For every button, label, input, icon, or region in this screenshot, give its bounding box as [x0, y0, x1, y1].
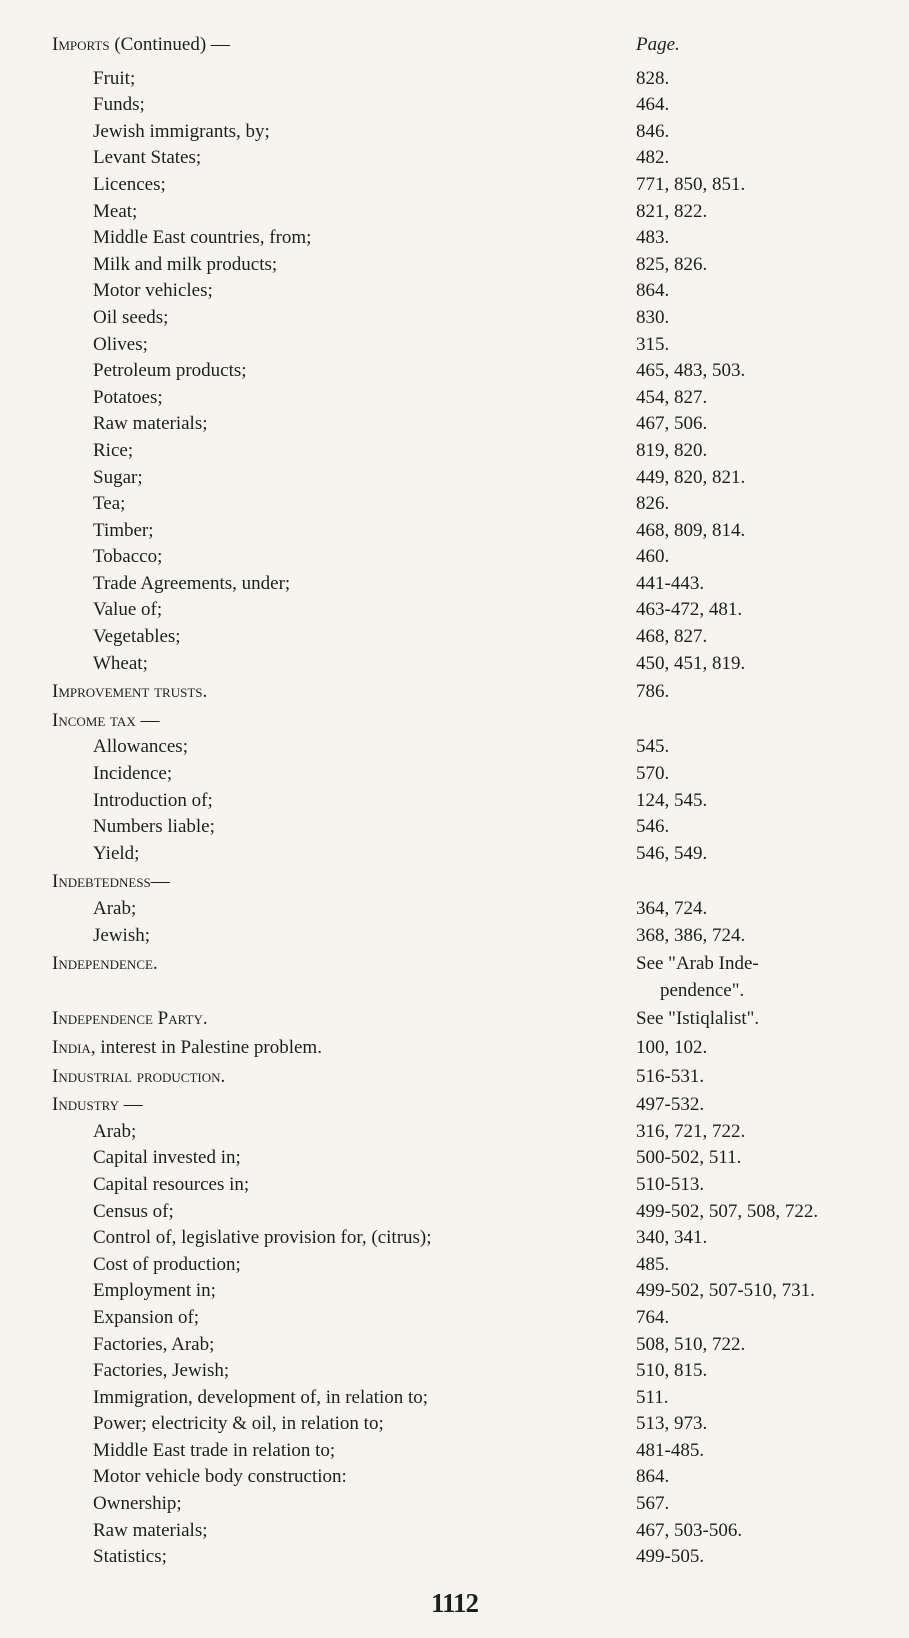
- index-subentry: [0, 1358, 909, 1385]
- entry-text: —: [150, 871, 170, 893]
- entry-pages: 513, 973.: [636, 1413, 708, 1435]
- index-subentry: [0, 1199, 909, 1226]
- index-subentry: [0, 1252, 909, 1279]
- entry-pages: 546, 549.: [636, 842, 708, 864]
- heading-term: Imports: [52, 34, 110, 55]
- index-subentry: [0, 1491, 909, 1518]
- index-subentry: [0, 1119, 909, 1146]
- entry-text: —: [119, 1094, 143, 1116]
- entry-pages: 828.: [636, 67, 670, 89]
- entry-pages: 819, 820.: [636, 439, 708, 461]
- entry-label: [93, 1172, 249, 1199]
- index-subentry: [0, 518, 909, 545]
- index-heading-entry: [0, 708, 909, 735]
- index-subentry: [0, 491, 909, 518]
- index-subentry: [0, 1544, 909, 1571]
- entry-pages: 465, 483, 503.: [636, 360, 746, 382]
- entry-label: [52, 32, 230, 59]
- entry-label: [93, 1199, 174, 1226]
- entry-text: Numbers liable;: [93, 816, 215, 838]
- entry-label: [93, 332, 148, 359]
- entry-label: [52, 1006, 208, 1033]
- entry-label: [93, 199, 137, 226]
- entry-label: [93, 788, 213, 815]
- entry-heading-term: Independence.: [52, 953, 158, 975]
- entry-text: Raw materials;: [93, 413, 208, 435]
- entry-text: Statistics;: [93, 1546, 167, 1568]
- entry-label: [93, 491, 125, 518]
- entry-pages: 482.: [636, 147, 670, 169]
- entry-pages: See "Arab Inde-: [636, 953, 759, 975]
- entry-pages: 460.: [636, 546, 670, 568]
- entry-pages: 454, 827.: [636, 386, 708, 408]
- entry-pages: 316, 721, 722.: [636, 1120, 746, 1142]
- entry-label: [93, 385, 163, 412]
- entry-heading-term: Independence Party.: [52, 1008, 208, 1030]
- index-subentry: [0, 278, 909, 305]
- entry-text: Middle East trade in relation to;: [93, 1439, 336, 1461]
- index-subentry: [0, 571, 909, 598]
- entry-label: [93, 145, 201, 172]
- entry-pages: 340, 341.: [636, 1227, 708, 1249]
- entry-label: [93, 841, 139, 868]
- index-subentry: [0, 544, 909, 571]
- entry-pages: 510-513.: [636, 1173, 705, 1195]
- entry-text: Oil seeds;: [93, 306, 169, 328]
- entry-label: [93, 66, 135, 93]
- page-number: 1112: [430, 1588, 479, 1618]
- index-heading-entry: [0, 951, 909, 1004]
- entry-text: Tea;: [93, 493, 126, 515]
- entry-pages: 464.: [636, 94, 670, 116]
- index-subentry: [0, 597, 909, 624]
- index-subentry: [0, 761, 909, 788]
- entry-text: Sugar;: [93, 466, 143, 488]
- entry-text: Middle East countries, from;: [93, 227, 312, 249]
- entry-text: Capital invested in;: [93, 1147, 241, 1169]
- entry-text: Licences;: [93, 173, 166, 195]
- entry-label: [93, 1385, 428, 1412]
- index-heading-entry: [0, 1006, 909, 1033]
- index-subentry: [0, 923, 909, 950]
- page-column-heading: Page.: [636, 34, 680, 55]
- entry-text: , interest in Palestine problem.: [90, 1036, 322, 1058]
- entry-pages: 467, 503-506.: [636, 1519, 743, 1541]
- entry-text: Control of, legislative provision for, (citrus);: [93, 1227, 432, 1249]
- index-subentry: [0, 465, 909, 492]
- entry-text: Levant States;: [93, 147, 202, 169]
- entry-text: Olives;: [93, 333, 148, 355]
- entry-label: [93, 225, 311, 252]
- index-heading-entry: [0, 1035, 909, 1062]
- entry-heading-term: India: [52, 1036, 91, 1058]
- entry-text: Expansion of;: [93, 1306, 200, 1328]
- entry-pages: 864.: [636, 1466, 670, 1488]
- entry-pages: 449, 820, 821.: [636, 466, 746, 488]
- entry-label: [93, 1518, 208, 1545]
- entry-label: [93, 465, 143, 492]
- entry-text: Trade Agreements, under;: [93, 572, 291, 594]
- entry-text: Arab;: [93, 898, 137, 919]
- index-subentry: [0, 1332, 909, 1359]
- entry-pages: 846.: [636, 120, 670, 142]
- entry-label: [93, 1225, 432, 1252]
- index-subentry: [0, 1411, 909, 1438]
- entry-label: [52, 1092, 143, 1119]
- index-subentry: [0, 841, 909, 868]
- entry-text: Jewish;: [93, 924, 150, 946]
- index-subentry: [0, 332, 909, 359]
- entry-label: [52, 679, 207, 706]
- entry-pages: 570.: [636, 763, 670, 785]
- entry-pages: 830.: [636, 306, 670, 328]
- entry-text: Potatoes;: [93, 386, 163, 408]
- section-header-imports: [0, 32, 909, 59]
- entry-label: [93, 923, 150, 950]
- entry-pages: 786.: [636, 681, 670, 703]
- index-page: [0, 32, 909, 1571]
- entry-pages: 546.: [636, 816, 670, 838]
- entry-text: Petroleum products;: [93, 360, 247, 382]
- entry-pages: 516-531.: [636, 1065, 705, 1087]
- entry-text: Raw materials;: [93, 1519, 208, 1541]
- entry-pages: 315.: [636, 333, 670, 355]
- entry-text: Arab;: [93, 1120, 137, 1142]
- entry-pages: 771, 850, 851.: [636, 173, 746, 195]
- entry-pages: 500-502, 511.: [636, 1147, 742, 1169]
- entry-pages: 511.: [636, 1386, 669, 1408]
- entry-label: [93, 1438, 335, 1465]
- entry-text: Factories, Arab;: [93, 1333, 215, 1355]
- entry-text: Vegetables;: [93, 626, 181, 648]
- index-subentry: [0, 358, 909, 385]
- entry-pages: 441-443.: [636, 572, 705, 594]
- heading-rest: (Continued) —: [109, 34, 230, 55]
- entry-label: [93, 1145, 241, 1172]
- index-subentry: [0, 411, 909, 438]
- entry-label: [52, 1064, 225, 1091]
- entry-label: [93, 1278, 216, 1305]
- index-heading-entry: [0, 869, 909, 896]
- entry-label: [52, 869, 170, 896]
- entry-pages: 368, 386, 724.: [636, 924, 746, 946]
- index-subentry: [0, 385, 909, 412]
- index-subentry: [0, 305, 909, 332]
- entry-heading-term: Indebtedness: [52, 871, 151, 893]
- entry-pages: See "Istiqlalist".: [636, 1008, 760, 1030]
- entry-text: Fruit;: [93, 67, 136, 89]
- entry-pages: 864.: [636, 280, 670, 302]
- entry-text: Funds;: [93, 94, 145, 116]
- entry-heading-term: Industrial production.: [52, 1065, 226, 1087]
- index-subentry: [0, 1464, 909, 1491]
- entry-text: —: [135, 709, 160, 731]
- entry-pages: 821, 822.: [636, 200, 708, 222]
- entry-label: [93, 1252, 241, 1279]
- entry-label: [93, 1464, 347, 1491]
- index-subentry: [0, 172, 909, 199]
- index-subentry: [0, 1385, 909, 1412]
- entry-pages: 499-502, 507, 508, 722.: [636, 1200, 819, 1222]
- entry-text: Employment in;: [93, 1280, 216, 1302]
- entry-pages: 364, 724.: [636, 898, 708, 919]
- index-subentry: [0, 1438, 909, 1465]
- index-heading-entry: [0, 1064, 909, 1091]
- entry-pages: 567.: [636, 1493, 670, 1515]
- entry-label: [93, 1544, 167, 1571]
- entry-text: Factories, Jewish;: [93, 1360, 230, 1382]
- entry-pages: 508, 510, 722.: [636, 1333, 746, 1355]
- entry-label: [93, 119, 270, 146]
- entry-text: Timber;: [93, 519, 154, 541]
- entry-pages: 124, 545.: [636, 789, 708, 811]
- entry-text: Introduction of;: [93, 789, 213, 811]
- entry-pages: 510, 815.: [636, 1360, 708, 1382]
- entry-heading-term: Industry: [52, 1094, 120, 1116]
- index-subentry: [0, 145, 909, 172]
- entry-label: [93, 814, 215, 841]
- entry-text: Immigration, development of, in relation to;: [93, 1386, 429, 1408]
- entry-text: Tobacco;: [93, 546, 163, 568]
- entry-pages: 467, 506.: [636, 413, 708, 435]
- entry-label: [93, 278, 213, 305]
- entry-label: [93, 1411, 384, 1438]
- entry-label: [93, 761, 172, 788]
- entry-text: Yield;: [93, 842, 140, 864]
- index-subentry: [0, 896, 909, 923]
- entry-label: [93, 411, 208, 438]
- entry-label: [93, 438, 133, 465]
- entry-label: [93, 734, 188, 761]
- index-subentry: [0, 119, 909, 146]
- entry-pages: 100, 102.: [636, 1036, 708, 1058]
- entry-text: Meat;: [93, 200, 138, 222]
- entry-text: Jewish immigrants, by;: [93, 120, 270, 142]
- entry-label: [93, 305, 168, 332]
- entry-pages: 499-502, 507-510, 731.: [636, 1280, 815, 1302]
- entry-label: [93, 544, 162, 571]
- entry-label: [93, 896, 136, 923]
- entry-label: [93, 92, 145, 119]
- index-subentry: [0, 734, 909, 761]
- entry-text: Value of;: [93, 599, 163, 621]
- entry-pages-continuation: pendence".: [660, 979, 745, 1001]
- entry-pages: 485.: [636, 1253, 670, 1275]
- index-subentry: [0, 624, 909, 651]
- entry-pages: 497-532.: [636, 1094, 705, 1116]
- entry-label: [93, 1119, 136, 1146]
- entry-heading-term: Income tax: [52, 709, 136, 731]
- entry-label: [93, 1358, 229, 1385]
- index-subentry: [0, 814, 909, 841]
- index-subentry: [0, 66, 909, 93]
- index-subentry: [0, 1225, 909, 1252]
- entry-text: Motor vehicles;: [93, 280, 213, 302]
- entry-pages: 483.: [636, 227, 670, 249]
- index-subentry: [0, 1278, 909, 1305]
- entry-label: [93, 518, 154, 545]
- entry-label: [93, 252, 277, 279]
- index-heading-entry: [0, 679, 909, 706]
- entry-heading-term: Improvement trusts.: [52, 681, 208, 703]
- entry-pages: 463-472, 481.: [636, 599, 743, 621]
- index-subentry: [0, 92, 909, 119]
- entry-text: Incidence;: [93, 763, 173, 785]
- entry-text: Milk and milk products;: [93, 253, 278, 275]
- index-subentry: [0, 225, 909, 252]
- entry-text: Rice;: [93, 439, 134, 461]
- index-entries: [0, 66, 909, 1571]
- entry-text: Cost of production;: [93, 1253, 241, 1275]
- entry-pages: 468, 809, 814.: [636, 519, 746, 541]
- entry-text: Wheat;: [93, 652, 148, 674]
- entry-label: [52, 951, 158, 978]
- entry-label: [93, 1305, 199, 1332]
- index-subentry: [0, 1145, 909, 1172]
- entry-label: [93, 624, 181, 651]
- entry-pages: 764.: [636, 1306, 670, 1328]
- index-subentry: [0, 1518, 909, 1545]
- entry-pages: 826.: [636, 493, 670, 515]
- entry-text: Motor vehicle body construction:: [93, 1466, 347, 1488]
- entry-pages: 545.: [636, 736, 670, 758]
- index-subentry: [0, 788, 909, 815]
- entry-label: [52, 708, 159, 735]
- entry-pages: 468, 827.: [636, 626, 708, 648]
- entry-text: Census of;: [93, 1200, 174, 1222]
- index-subentry: [0, 1172, 909, 1199]
- entry-label: [93, 571, 290, 598]
- entry-pages: 499-505.: [636, 1546, 705, 1568]
- entry-text: Ownership;: [93, 1493, 182, 1515]
- entry-label: [52, 1035, 322, 1062]
- index-heading-entry: [0, 1092, 909, 1119]
- entry-text: Power; electricity & oil, in relation to;: [93, 1413, 384, 1435]
- index-subentry: [0, 252, 909, 279]
- entry-label: [93, 1332, 214, 1359]
- entry-pages: 825, 826.: [636, 253, 708, 275]
- entry-text: Allowances;: [93, 736, 188, 758]
- entry-label: [93, 172, 166, 199]
- index-subentry: [0, 651, 909, 678]
- entry-pages: 450, 451, 819.: [636, 652, 746, 674]
- entry-label: [93, 358, 247, 385]
- entry-text: Capital resources in;: [93, 1173, 250, 1195]
- index-subentry: [0, 199, 909, 226]
- index-subentry: [0, 438, 909, 465]
- entry-label: [93, 597, 162, 624]
- entry-label: [93, 651, 148, 678]
- index-subentry: [0, 1305, 909, 1332]
- entry-label: [93, 1491, 182, 1518]
- entry-pages: 481-485.: [636, 1439, 705, 1461]
